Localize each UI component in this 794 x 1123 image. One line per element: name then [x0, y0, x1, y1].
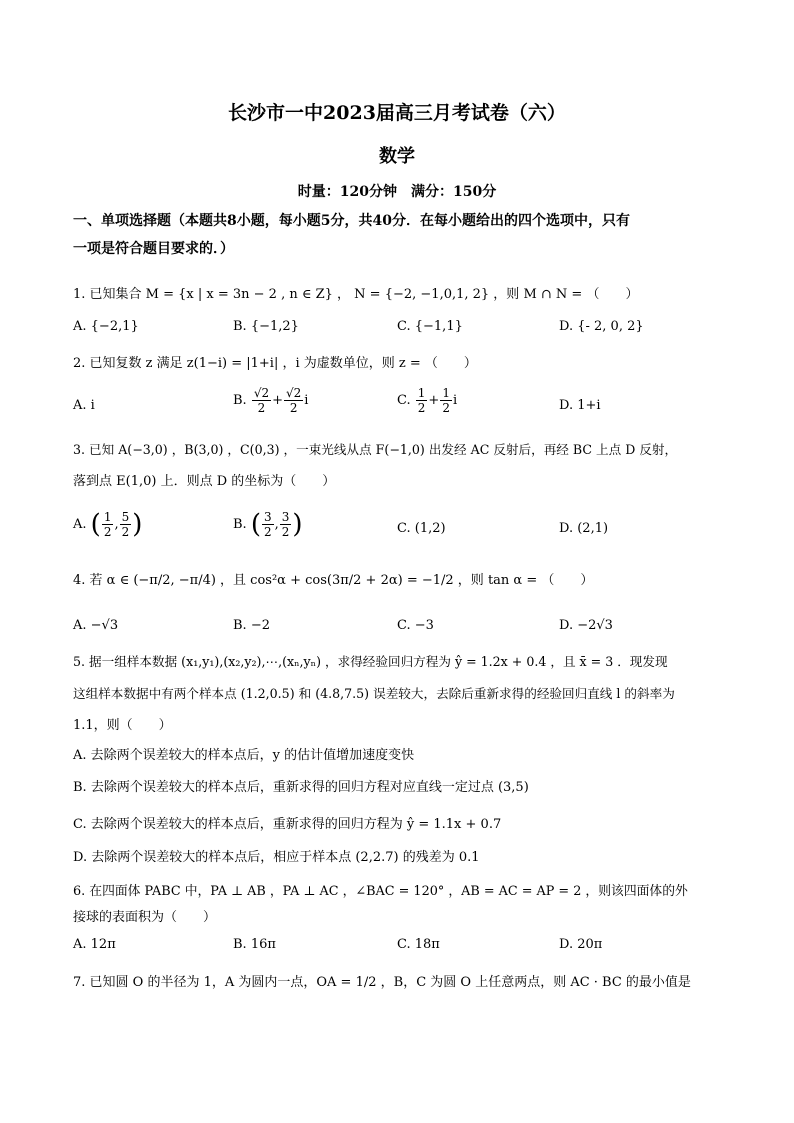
q4-option-b: B. −2 — [233, 618, 270, 633]
q5-option-a: A. 去除两个误差较大的样本点后，y 的估计值增加速度变快 — [73, 748, 415, 763]
q2-option-d: D. 1+i — [559, 398, 601, 413]
subject-title: 数学 — [379, 146, 415, 167]
q7-stem: 7. 已知圆 O 的半径为 1，A 为圆内一点，OA = 1/2 ，B，C 为圆 O 上任意两点，则 AC · BC 的最小值是 — [73, 975, 691, 990]
q2-option-b-label: B. — [233, 393, 247, 408]
q5-option-b: B. 去除两个误差较大的样本点后，重新求得的回归方程对应直线一定过点 (3,5) — [73, 780, 529, 795]
q6-option-b: B. 16π — [233, 937, 276, 952]
q4-option-d: D. −2√3 — [559, 618, 613, 633]
q3-option-d: D. (2,1) — [559, 521, 609, 536]
fraction: $\frac{√2}{2}$ — [286, 386, 302, 415]
fraction: $\frac{1}{2}$ — [442, 386, 450, 415]
fraction: $\frac{1}{2}$ — [103, 510, 112, 539]
fraction: $\frac{5}{2}$ — [121, 510, 130, 539]
exam-title: 长沙市一中2023届高三月考试卷（六） — [228, 102, 566, 124]
q2-stem: 2. 已知复数 z 满足 z(1−i) = |1+i| ，i 为虚数单位，则 z = （ ） — [73, 356, 477, 371]
q5-stem-line1: 5. 据一组样本数据 (x₁,y₁),(x₂,y₂),⋯,(xₙ,yₙ) ，求得经验回归方程为 ŷ = 1.2x + 0.4 ，且 x̄ = 3 ．现发现 — [73, 654, 668, 669]
fraction: $\frac{1}{2}$ — [417, 386, 426, 415]
q1-stem: 1. 已知集合 M = {x | x = 3n − 2 , n ∈ Z} ， N = {−2, −1,0,1, 2} ，则 M ∩ N = （ ） — [73, 287, 639, 302]
q6-stem-line1: 6. 在四面体 PABC 中，PA ⊥ AB ，PA ⊥ AC ，∠BAC = 120° ，AB = AC = AP = 2 ，则该四面体的外 — [73, 884, 688, 899]
q2-option-c: C. $\frac{1}{2}$ + $\frac{1}{2}$ i — [397, 386, 458, 415]
q3-stem-line1: 3. 已知 A(−3,0) ，B(3,0) ，C(0,3) ，一束光线从点 F(−1,0) 出发经 AC 反射后，再经 BC 上点 D 反射， — [73, 442, 678, 457]
q5-option-c: C. 去除两个误差较大的样本点后，重新求得的回归方程为 ŷ = 1.1x + 0.7 — [73, 817, 502, 832]
exam-timing: 时量：120分钟 满分：150分 — [297, 184, 497, 200]
q3-option-a: A. ( $\frac{1}{2}$ , $\frac{5}{2}$ ) — [73, 509, 143, 540]
q3-option-b-label: B. — [233, 517, 247, 532]
q1-option-a: A. {−2,1} — [73, 319, 139, 334]
q3-option-a-label: A. — [73, 517, 87, 532]
q6-option-d: D. 20π — [559, 937, 603, 952]
fraction: $\frac{3}{2}$ — [281, 510, 290, 539]
q3-stem-line2: 落到点 E(1,0) 上．则点 D 的坐标为（ ） — [73, 474, 336, 489]
q1-option-d: D. {- 2, 0, 2} — [559, 319, 644, 334]
q4-option-a: A. −√3 — [73, 618, 119, 633]
q3-option-c: C. (1,2) — [397, 521, 446, 536]
q5-stem-line3: 1.1，则（ ） — [73, 718, 172, 733]
section-heading-line2: 一项是符合题目要求的．） — [73, 241, 234, 257]
q5-option-d: D. 去除两个误差较大的样本点后，相应于样本点 (2,2.7) 的残差为 0.1 — [73, 850, 480, 865]
q2-option-a: A. i — [73, 398, 95, 413]
q2-option-c-label: C. — [397, 393, 411, 408]
q6-stem-line2: 接球的表面积为（ ） — [73, 910, 217, 925]
q1-option-b: B. {−1,2} — [233, 319, 299, 334]
q5-stem-line2: 这组样本数据中有两个样本点 (1.2,0.5) 和 (4.8,7.5) 误差较大，去除后重新求得的经验回归直线 l 的斜率为 — [73, 686, 675, 701]
q1-option-c: C. {−1,1} — [397, 319, 463, 334]
q2-option-b: B. $\frac{√2}{2}$ + $\frac{√2}{2}$ i — [233, 386, 309, 415]
q3-option-b: B. ( $\frac{3}{2}$ , $\frac{3}{2}$ ) — [233, 509, 303, 540]
q6-option-c: C. 18π — [397, 937, 440, 952]
q6-option-a: A. 12π — [73, 937, 116, 952]
q4-stem: 4. 若 α ∈ (−π/2, −π/4) ，且 cos²α + cos(3π/2 + 2α) = −1/2 ，则 tan α = （ ） — [73, 573, 594, 588]
fraction: $\frac{√2}{2}$ — [253, 386, 270, 415]
section-heading-line1: 一、单项选择题（本题共8小题，每小题5分，共40分．在每小题给出的四个选项中，只有 — [73, 213, 630, 229]
fraction: $\frac{3}{2}$ — [263, 510, 272, 539]
q4-option-c: C. −3 — [397, 618, 434, 633]
